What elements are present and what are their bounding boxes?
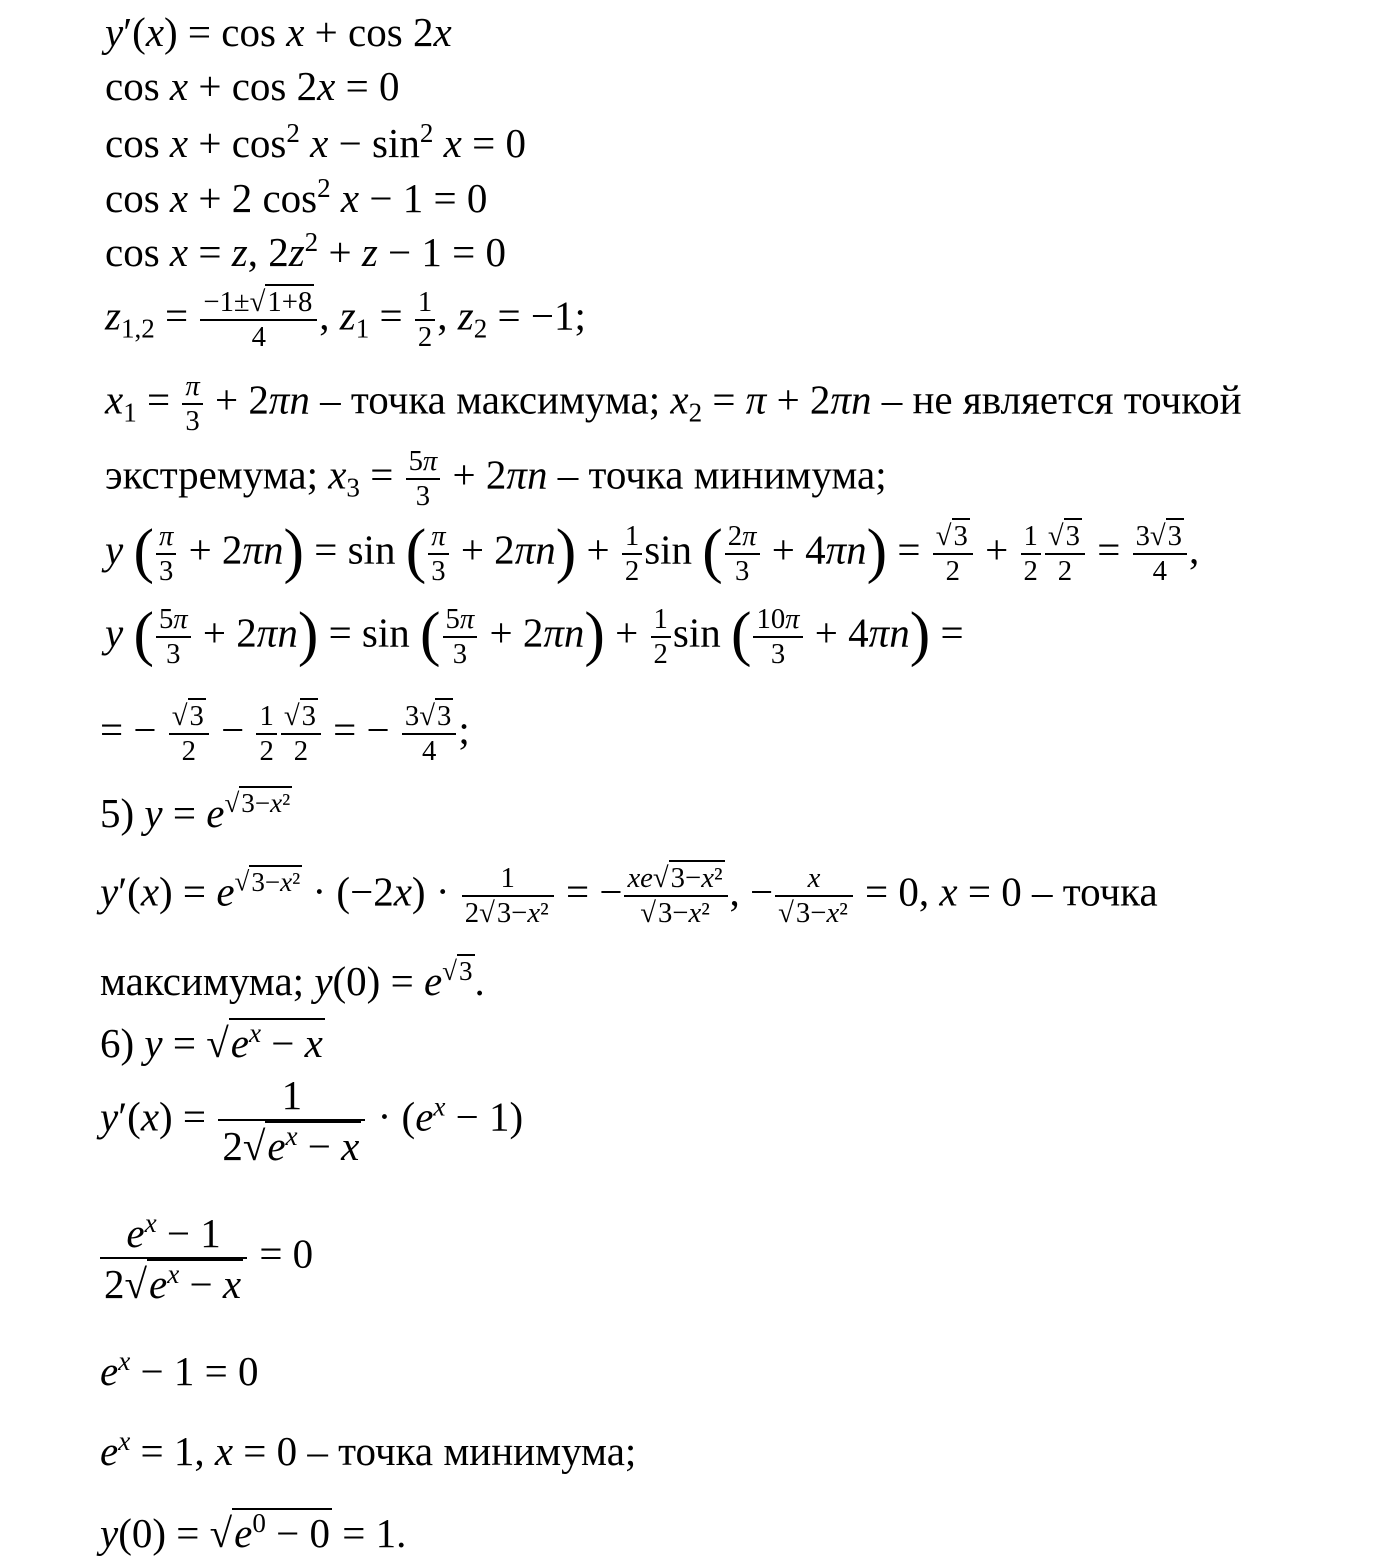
label-5: 5)	[100, 789, 135, 836]
line-17: $\frac{e^x - 1}{2√e^x - x}$ = 0	[100, 1208, 313, 1308]
label-6: 6)	[100, 1019, 135, 1066]
max-point-text: – точка максимума;	[320, 376, 661, 423]
min-point-text-2: – точка минимума;	[307, 1427, 637, 1474]
line-7: x1 = $\frac{\pi}{3}$ + 2πn – точка максимума; x2 = π + 2πn – не является точкой	[105, 370, 1242, 437]
line-9: y ( $\frac{\pi}{3}$ + 2πn) = sin ( $\frac{\pi}{3}$ + 2πn) + $\frac{1}{2}$ sin ( $\frac{2\pi}{3}$ + 4πn) = $\frac{√3}{2}$ + $\frac{1}{2}$ $\frac{√3}{2}$ = $\frac{3√3}{4}$ ,	[105, 516, 1200, 587]
extremum-text: экстремума;	[105, 451, 318, 498]
line-18: $e^x - 1 = 0$	[100, 1346, 259, 1394]
line-6: z1,2 = $\frac{-1\pm√1+8}{4}$ , z1 = $\frac{1}{2}$ , z2 = −1;	[105, 286, 586, 353]
not-point-text: – не является точкой	[881, 376, 1242, 423]
line-4: cos x + 2 $\cos^2 x - 1 = 0$	[105, 173, 488, 221]
line-20: $y(0) = √e^0 - 0 = 1$.	[100, 1508, 407, 1556]
line-14: максимума; $y(0) = e^{√3}$.	[100, 956, 485, 1004]
line-19: $e^x = 1$, x = 0 – точка минимума;	[100, 1426, 637, 1474]
point-text: – точка	[1032, 868, 1158, 915]
line-8: экстремума; x3 = $\frac{5\pi}{3}$ + 2πn – точка минимума;	[105, 445, 887, 512]
line-10: y ( $\frac{5\pi}{3}$ + 2πn) = sin ( $\frac{5\pi}{3}$ + 2πn) + $\frac{1}{2}$ sin ( $\frac{10\pi}{3}$ + 4πn) =	[105, 599, 964, 670]
line-1: y′(x) = cos x + cos 2x	[105, 9, 452, 55]
line-11: = − $\frac{√3}{2}$ − $\frac{1}{2}$ $\frac{√3}{2}$ = − $\frac{3√3}{4}$ ;	[100, 700, 470, 767]
line-3: $\cos x + \cos^2 x - \sin^2 x = 0$	[105, 118, 526, 166]
line-15: 6) $y = √e^x - x$	[100, 1018, 323, 1066]
line-12: 5) $y = e^{√3-x^2}$	[100, 788, 291, 836]
min-point-text: – точка минимума;	[557, 451, 887, 498]
maximum-text: максимума;	[100, 957, 305, 1004]
line-16: y′(x) = $\frac{1}{2√e^x - x}$ · $(e^x - 1)$	[100, 1072, 524, 1170]
line-13: $y'(x) = e^{√3-x^2} \cdot (-2x)$ · $\frac{1}{\text{2√3−x²}}$ = − $\frac{\text{xe√3−x²}}{\text{√3−x²}}$ , − $\frac{x}{\text{√3−x²}}$ = 0, x = 0 – точка	[100, 862, 1158, 929]
line-2: cos x + cos 2x = 0	[105, 63, 400, 109]
line-5: cos x = z, $2z^2 + z - 1 = 0$	[105, 227, 507, 275]
